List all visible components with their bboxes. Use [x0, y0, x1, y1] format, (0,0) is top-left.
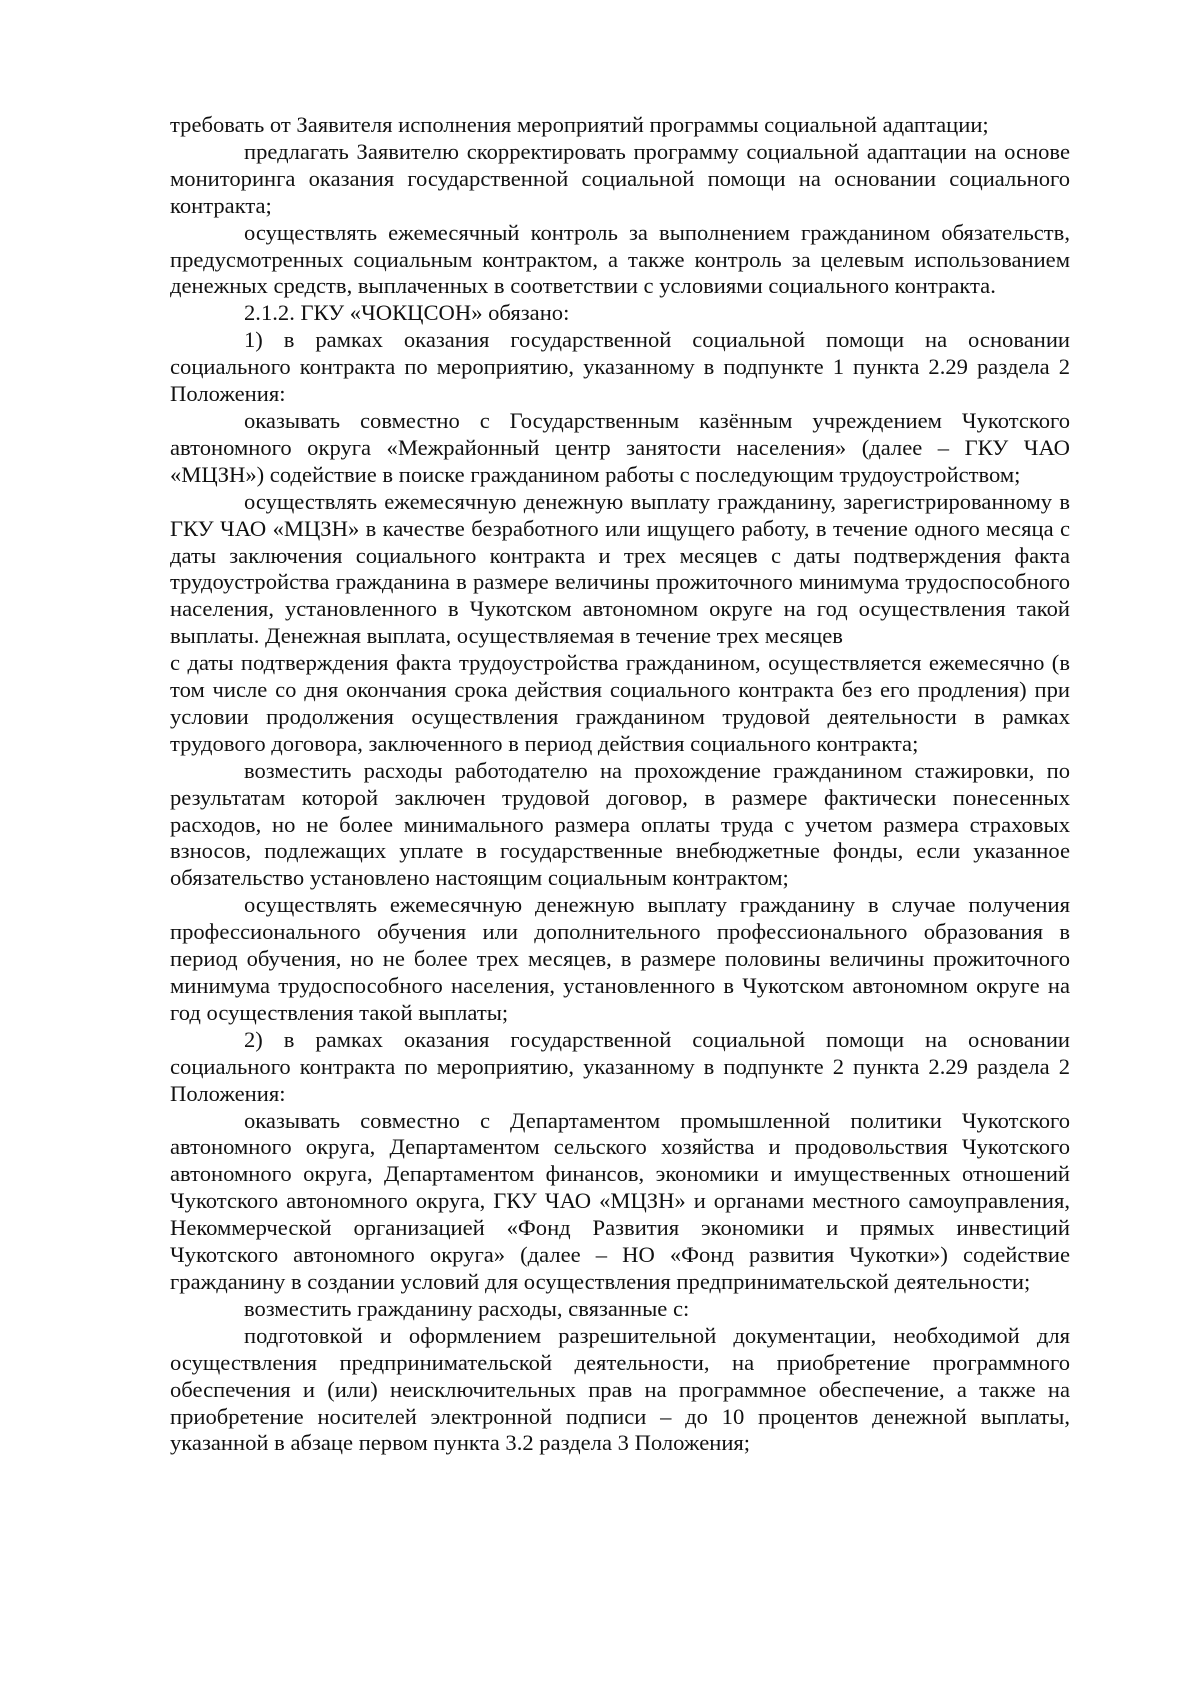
paragraph-2: предлагать Заявителю скорректировать программу социальной адаптации на основе мониторинга оказания государственной социальной помощи на основании социального контракта;	[170, 138, 1070, 218]
paragraph-9: осуществлять ежемесячную денежную выплату гражданину в случае получения профессионального обучения или дополнительного профессионального образования в период обучения, но не более трех месяцев, в размере половины величины прожиточного минимума трудоспособного населения, установленного в Чукотском автономном округе на год осуществления такой выплаты;	[170, 892, 1070, 1025]
paragraph-5: оказывать совместно с Государственным казённым учреждением Чукотского автономного округа «Межрайонный центр занятости населения» (далее – ГКУ ЧАО «МЦЗН») содействие в поиске гражданином работы с последующим трудоустройством;	[170, 407, 1070, 487]
paragraph-3: осуществлять ежемесячный контроль за выполнением гражданином обязательств, предусмотренных социальным контрактом, а также контроль за целевым использованием денежных средств, выплаченных в соответствии с условиями социального контракта.	[170, 219, 1070, 299]
paragraph-12: возместить гражданину расходы, связанные с:	[244, 1295, 690, 1321]
document-body	[170, 112, 1070, 1457]
paragraph-6: осуществлять ежемесячную денежную выплату гражданину, зарегистрированному в ГКУ ЧАО «МЦЗН» в качестве безработного или ищущего работу, в течение одного месяца с даты заключения социального контракта и трех месяцев с даты подтверждения факта трудоустройства гражданина в размере величины прожиточного минимума трудоспособного населения, установленного в Чукотском автономном округе на год осуществления такой выплаты. Денежная выплата, осуществляемая в течение трех месяцев	[170, 488, 1070, 649]
section-heading-2-1-2: 2.1.2. ГКУ «ЧОКЦСОН» обязано:	[244, 300, 570, 326]
paragraph-6-continuation: с даты подтверждения факта трудоустройства гражданином, осуществляется ежемесячно (в том числе со дня окончания срока действия социального контракта без его продления) при условии продолжения осуществления гражданином трудовой деятельности в рамках трудового договора, заключенного в период действия социального контракта;	[170, 650, 1070, 756]
paragraph-11: оказывать совместно с Департаментом промышленной политики Чукотского автономного округа, Департаментом сельского хозяйства и продовольствия Чукотского автономного округа, Департаментом финансов, экономики и имущественных отношений Чукотского автономного округа, ГКУ ЧАО «МЦЗН» и органами местного самоуправления, Некоммерческой организацией «Фонд Развития экономики и прямых инвестиций Чукотского автономного округа» (далее – НО «Фонд развития Чукотки») содействие гражданину в создании условий для осуществления предпринимательской деятельности;	[170, 1107, 1070, 1294]
paragraph-8: возместить расходы работодателю на прохождение гражданином стажировки, по результатам которой заключен трудовой договор, в размере фактически понесенных расходов, но не более минимального размера оплаты труда с учетом размера страховых взносов, подлежащих уплате в государственные внебюджетные фонды, если указанное обязательство установлено настоящим социальным контрактом;	[170, 757, 1070, 891]
paragraph-item-1: 1) в рамках оказания государственной социальной помощи на основании социального контракта по мероприятию, указанному в подпункте 1 пункта 2.29 раздела 2 Положения:	[170, 327, 1070, 407]
paragraph-13: подготовкой и оформлением разрешительной документации, необходимой для осуществления предпринимательской деятельности, на приобретение программного обеспечения и (или) неисключительных прав на программное обеспечение, а также на приобретение носителей электронной подписи – до 10 процентов денежной выплаты, указанной в абзаце первом пункта 3.2 раздела 3 Положения;	[170, 1322, 1070, 1456]
paragraph-item-2: 2) в рамках оказания государственной социальной помощи на основании социального контракта по мероприятию, указанному в подпункте 2 пункта 2.29 раздела 2 Положения:	[170, 1026, 1070, 1106]
paragraph-1-continuation: требовать от Заявителя исполнения мероприятий программы социальной адаптации;	[170, 112, 989, 137]
